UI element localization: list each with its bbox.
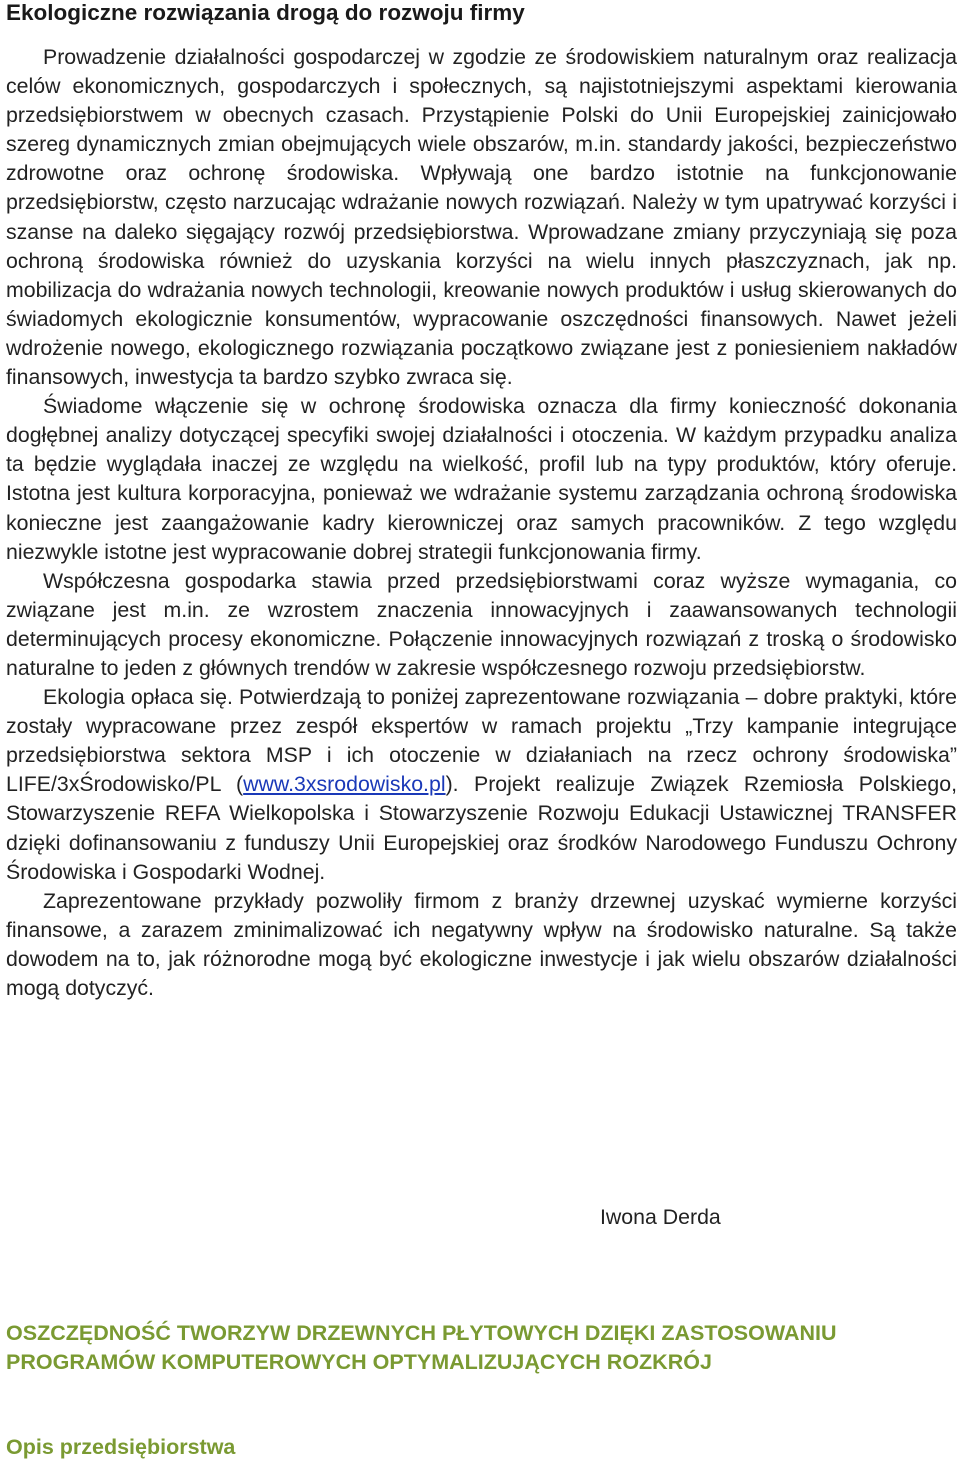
article-body (6, 43, 957, 1003)
paragraph-examples: Zaprezentowane przykłady pozwoliły firmom z branży drzewnej uzyskać wymierne korzyści finansowe, a zarazem zminimalizować ich negatywny wpływ na środowisko naturalne. Są także dowodem na to, jak różnorodne mogą być ekologiczne inwestycje i jak wielu obszarów działalności mogą dotyczyć. (6, 888, 957, 1000)
paragraph-intro: Prowadzenie działalności gospodarczej w zgodzie ze środowiskiem naturalnym oraz realizacja celów ekonomicznych, gospodarczych i społecznych, są najistotniejszymi aspektami kierowania przedsiębiorstwem w obecnych czasach. Przystąpienie Polski do Unii Europejskiej zainicjowało szereg dynamicznych zmian obejmujących wiele obszarów, m.in. standardy jakości, bezpieczeństwo zdrowotne oraz ochronę środowiska. Wpływają one bardzo istotnie na funkcjonowanie przedsiębiorstw, często narzucając wdrażanie nowych rozwiązań. Należy w tym upatrywać korzyści i szanse na daleko sięgający rozwój przedsiębiorstwa. Wprowadzane zmiany przyczyniają się poza ochroną środowiska również do uzyskania korzyści na wielu innych płaszczyznach, jak np. mobilizacja do wdrażania nowych technologii, kreowanie nowych produktów i usług skierowanych do świadomych ekologicznie konsumentów, wypracowanie oszczędności finansowych. Nawet jeżeli wdrożenie nowego, ekologicznego rozwiązania początkowo związane jest z poniesieniem nakładów finansowych, inwestycja ta bardzo szybko zwraca się. (6, 45, 957, 390)
document-title: Ekologiczne rozwiązania drogą do rozwoju firmy (6, 0, 525, 25)
paragraph-economy: Współczesna gospodarka stawia przed przedsiębiorstwami coraz wyższe wymagania, co związane jest m.in. ze wzrostem znaczenia innowacyjnych i zaawansowanych technologii determinujących procesy ekonomiczne. Połączenie innowacyjnych rozwiązań z troską o środowisko naturalne to jeden z głównych trendów w zakresie współczesnego rozwoju przedsiębiorstw. (6, 568, 957, 680)
paragraph-project-text-end: ). Projekt realizuje Związek Rzemiosła Polskiego, Stowarzyszenie REFA Wielkopolska i Stowarzyszenie Rozwoju Edukacji Ustawicznej TRANSFER dzięki dofinansowaniu z funduszy Unii Europejskiej oraz środków Narodowego Funduszu Ochrony Środowiska i Gospodarki Wodnej. (6, 772, 958, 884)
paragraph-project (6, 683, 957, 887)
section-heading: OSZCZĘDNOŚĆ TWORZYW DRZEWNYCH PŁYTOWYCH DZIĘKI ZASTOSOWANIU PROGRAMÓW KOMPUTEROWYCH OPTYMALIZUJĄCYCH ROZKRÓJ (6, 1321, 837, 1374)
paragraph-project-text-start: Ekologia opłaca się. Potwierdzają to poniżej zaprezentowane rozwiązania – dobre praktyki, które zostały wypracowane przez zespół ekspertów w ramach projektu „Trzy kampanie integrujące przedsiębiorstwa sektora MSP i ich otoczenie w działaniach na rzecz ochrony środowiska” LIFE/3xŚrodowisko/PL ( (6, 685, 957, 797)
section-subheading: Opis przedsiębiorstwa (6, 1435, 236, 1459)
paragraph-awareness: Świadome włączenie się w ochronę środowiska oznacza dla firmy konieczność dokonania dogłębnej analizy dotyczącej specyfiki swojej działalności i otoczenia. W każdym przypadku analiza ta będzie wyglądała inaczej ze względu na wielkość, profil lub na typy produktów, który oferuje. Istotna jest kultura korporacyjna, ponieważ we wdrażanie systemu zarządzania ochroną środowiska konieczne jest zaangażowanie kadry kierowniczej oraz samych pracowników. Z tego względu niezwykle istotne jest wypracowanie dobrej strategii funkcjonowania firmy. (6, 394, 957, 564)
author-signature: Iwona Derda (600, 1205, 721, 1229)
project-website-link[interactable]: www.3xsrodowisko.pl (243, 772, 446, 797)
